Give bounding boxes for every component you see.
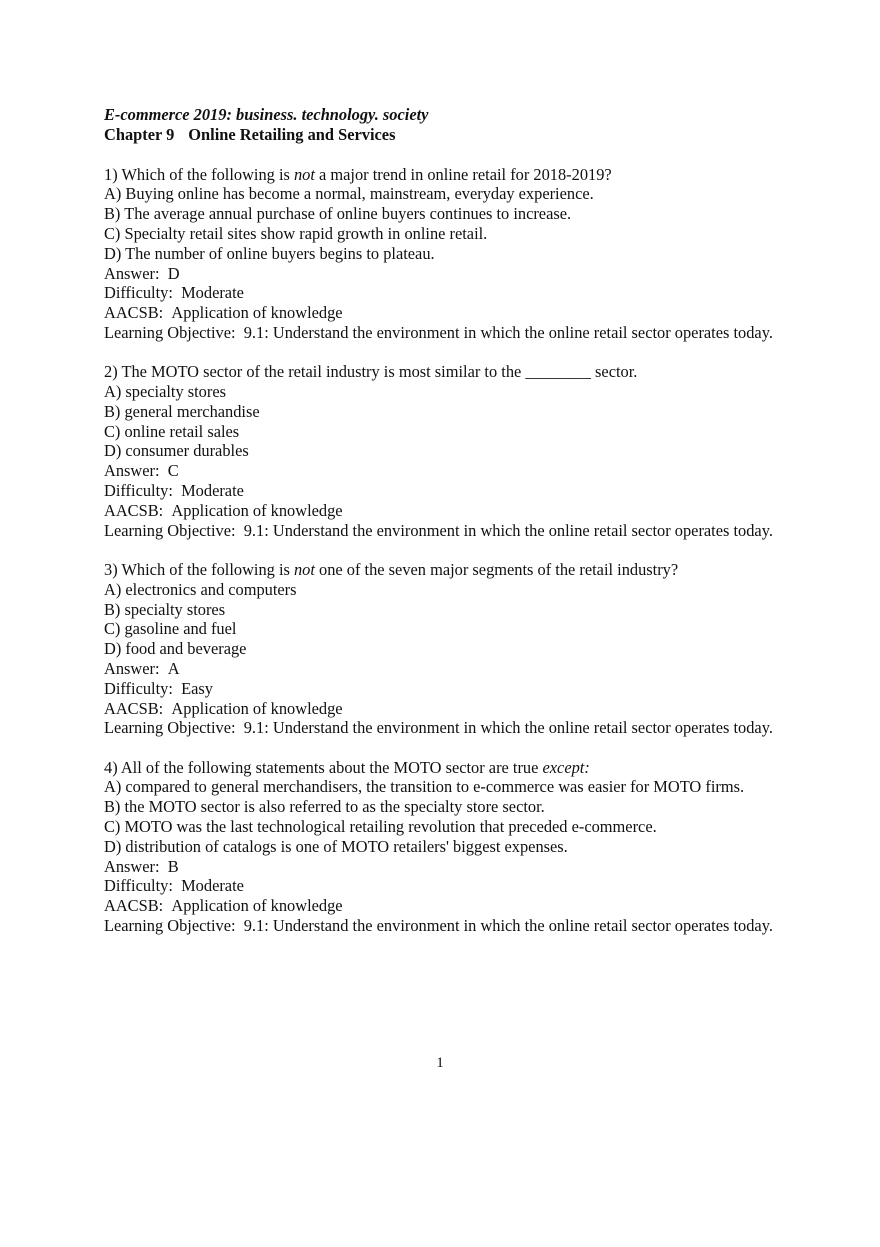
- question-1: [104, 165, 784, 343]
- answer-option: B) general merchandise: [104, 401, 260, 421]
- question-stem: 1) Which of the following is not a major trend in online retail for 2018-2019?: [104, 164, 612, 184]
- answer-option: D) food and beverage: [104, 639, 247, 659]
- answer-line: Answer: B: [104, 856, 179, 876]
- answer-option: A) compared to general merchandisers, the transition to e-commerce was easier for MOTO firms.: [104, 777, 745, 797]
- question-3: [104, 560, 784, 738]
- question-4: [104, 758, 784, 936]
- question-list: [104, 165, 784, 936]
- aacsb-line: AACSB: Application of knowledge: [104, 500, 343, 520]
- answer-option: A) electronics and computers: [104, 579, 297, 599]
- difficulty-line: Difficulty: Moderate: [104, 481, 244, 501]
- chapter-label: Chapter 9: [104, 124, 175, 144]
- document-page: [104, 105, 784, 955]
- answer-option: A) Buying online has become a normal, mainstream, everyday experience.: [104, 184, 594, 204]
- answer-option: B) the MOTO sector is also referred to as the specialty store sector.: [104, 797, 545, 817]
- difficulty-line: Difficulty: Moderate: [104, 876, 244, 896]
- chapter-title: [104, 125, 784, 145]
- answer-line: Answer: C: [104, 461, 179, 481]
- difficulty-line: Difficulty: Easy: [104, 678, 213, 698]
- chapter-name: Online Retailing and Services: [188, 124, 396, 144]
- learning-objective-line: Learning Objective: 9.1: Understand the environment in which the online retail sector operates today.: [104, 718, 773, 738]
- learning-objective-line: Learning Objective: 9.1: Understand the environment in which the online retail sector operates today.: [104, 322, 773, 342]
- aacsb-line: AACSB: Application of knowledge: [104, 896, 343, 916]
- question-stem: 2) The MOTO sector of the retail industry is most similar to the ________ sector.: [104, 362, 638, 382]
- aacsb-line: AACSB: Application of knowledge: [104, 303, 343, 323]
- learning-objective-line: Learning Objective: 9.1: Understand the environment in which the online retail sector operates today.: [104, 520, 773, 540]
- answer-option: D) distribution of catalogs is one of MOTO retailers' biggest expenses.: [104, 836, 568, 856]
- answer-option: C) online retail sales: [104, 421, 240, 441]
- learning-objective-line: Learning Objective: 9.1: Understand the environment in which the online retail sector operates today.: [104, 915, 773, 935]
- page-number: 1: [436, 1055, 444, 1071]
- aacsb-line: AACSB: Application of knowledge: [104, 698, 343, 718]
- question-2: [104, 362, 784, 540]
- answer-line: Answer: A: [104, 658, 180, 678]
- book-title: E-commerce 2019: business. technology. society: [104, 105, 429, 124]
- answer-option: B) specialty stores: [104, 599, 226, 619]
- answer-line: Answer: D: [104, 263, 180, 283]
- answer-option: B) The average annual purchase of online buyers continues to increase.: [104, 204, 572, 224]
- answer-option: C) gasoline and fuel: [104, 619, 237, 639]
- question-stem: 3) Which of the following is not one of the seven major segments of the retail industry?: [104, 559, 679, 579]
- answer-option: D) consumer durables: [104, 441, 249, 461]
- answer-option: C) MOTO was the last technological retailing revolution that preceded e-commerce.: [104, 817, 657, 836]
- answer-option: D) The number of online buyers begins to plateau.: [104, 243, 435, 263]
- difficulty-line: Difficulty: Moderate: [104, 283, 244, 303]
- answer-option: C) Specialty retail sites show rapid growth in online retail.: [104, 223, 488, 243]
- question-stem: 4) All of the following statements about the MOTO sector are true except:: [104, 757, 590, 777]
- answer-option: A) specialty stores: [104, 382, 226, 402]
